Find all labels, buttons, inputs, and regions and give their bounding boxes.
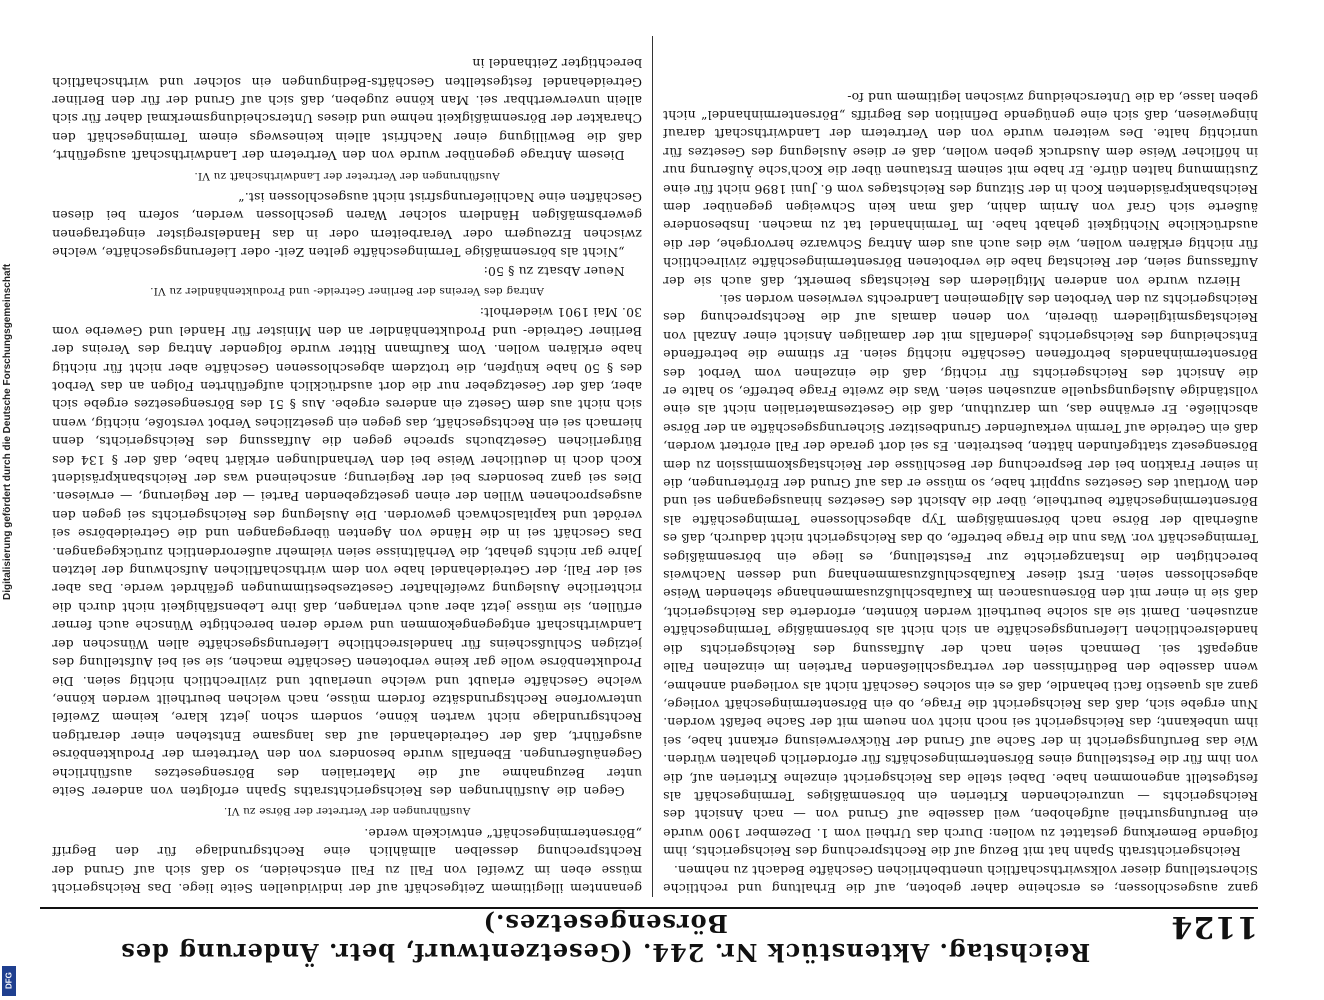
section-subhead: Antrag des Vereins der Berliner Getreide- und Produktenhändler zu VI. [150, 285, 544, 297]
paragraph: Diesem Antrage gegenüber wurde von den Vertretern der Landwirthschaft ausgeführt, daß die Bewilligung einer Nachfrist allein keineswegs einem Termingeschäft den Charakter der Börsenmäßigkeit nehme und dieses Unterscheidungsmerkmal daher für sich allein unverwerthbar sei. Man könne zugeben, daß sich auf Grund der für den Berliner Getreidehandel festgestellten Geschäfts-Bedingungen ein solcher und wirthschaftlich berechtigter Zeithandel in [52, 56, 642, 164]
credit-text: Digitalisierung gefördert durch die Deutsche Forschungsgemeinschaft [2, 263, 13, 600]
paragraph: ganz ausgeschlossen; es erscheine daher geboten, auf die Erhaltung und rechtliche Sicherstellung dieser volkswirthschaftlich unentbehrlichen Geschäfte Bedacht zu nehmen. [663, 862, 1258, 896]
document-page [30, 28, 1280, 967]
digitization-credit [0, 0, 18, 1000]
section-subhead: Ausführungen der Vertreter der Landwirthschaft zu VI. [194, 169, 500, 182]
paragraph: Reichsgerichtsrath Spahn hat mit Bezug auf die Rechtsprechung des Reichsgerichts, ihm folgende Bemerkung gestattet zu wollen: Durch das Urtheil vom 1. Dezember 1900 wurde ein Berufungsurtheil aufgehoben, weil dasselbe auf Grund von — nach Ansicht des Reichsgerichts — unzureichenden Kriterien ein börsenmäßiges Termingeschäft als festgestellt angenommen habe. Dabei stelle das Reichsgericht einzelne Kriterien auf, die von ihm für die Feststellung eines Börsentermingeschäfts für erforderlich gehalten würden. Wie das Berufungsgericht in der Sache auf Grund der Rückverweisung erkannt habe, sei ihm unbekannt; das Reichsgericht sei noch nicht von neuem mit der Sache befaßt worden. Nun ergebe sich, daß das Reichsgericht die Frage, ob ein Börsentermingeschäft vorliege, ganz als quaestio facti behandle, daß es ein solches Geschäft nicht als vorliegend annehme, wenn dasselbe den Bedürfnissen der vertragschließenden Parteien im einzelnen Falle angepaßt sei. Demnach seien nach der Auffassung des Reichsgerichts die handelsrechtlichen Lieferungsgeschäfte an sich nicht als börsenmäßige Termingeschäfte anzusehen. Damit sie als solche beurtheilt werden könnten, erforderte das Reichsgericht, daß sie in einer mit den Börsenusancen im Kaufabschlußzusammenhange stehenden Weise abgeschlossen seien. Erst dieser Kaufabschlußzusammenhang und dessen Nachweis berechtigten die Instanzgerichte zur Feststellung, es liege ein börsenmäßiges Termingeschäft vor. Was nun die Frage betreffe, ob das Reichsgericht nicht dadurch, daß es außerhalb der Börse nach börsenmäßigem Typ abgeschlossene Termingeschäfte als Börsentermingeschäfte beurtheile, über die Absicht des Gesetzes hinausgegangen sei und den Wortlaut des Gesetzes supplirt habe, so müsse er das auf Grund der Erörterungen, die in seiner Fraktion bei der Besprechung der Beschlüsse der Reichstagskommission zu dem Börsengesetz stattgefunden hätten, bestreiten. Es sei dort gerade der Fall erörtert worden, daß ein Getreide auf Termin verkaufender Grundbesitzer Sicherungsgeschäfte an der Börse abschließe. Er erwähne das, um darzuthun, daß die Gesetzesmaterialien nicht als eine vollständige Auslegungsquelle anzusehen seien. Was die zweite Frage betreffe, so halte er die Ansicht des Reichsgerichts für richtig, daß die einzelnen vom Verbot des Börsenterminhandels betroffenen Geschäfte nichtig seien. Er stimme die betreffende Entscheidung des Reichsgerichts jedenfalls mit der damaligen Ansicht einer Anzahl von Reichstagsmitgliedern überein, von denen damals auf die Rechtsprechung des Reichsgerichts zu den Verboten des Allgemeinen Landrechts verwiesen worden sei. [663, 292, 1258, 860]
dfg-logo: DFG [2, 966, 16, 996]
paragraph: Gegen die Ausführungen des Reichsgerichtsraths Spahn erfolgten von anderer Seite unter Bezugnahme auf die Materialien des Börsengesetzes ausführliche Gegenäußerungen. Ebenfalls wurde besonders von den Vertretern der Produktenbörse ausgeführt, daß der Getreidehandel auf das langsame Entstehen einer derartigen Rechtsgrundlage nicht warten könne, sondern schon jetzt klare, keinem Zweifel unterworfene Rechtsgrundsätze fordern müsse, nach welchen beurtheilt werden könne, welche Geschäfte erlaubt und welche unerlaubt und zivilrechtlich nichtig seien. Die Produktenbörse wolle gar keine verbotenen Geschäfte machen, sie sei bei Aufstellung des jetzigen Schlußscheins für handelsrechtliche Lieferungsgeschäfte allen Wünschen der Landwirthschaft entgegengekommen und werde deren berechtigte Wünsche auch ferner erfüllen, sie müsse jetzt aber auch verlangen, daß ihre Lebensfähigkeit nicht durch die richterliche Auslegung zweifelhafter Gesetzesbestimmungen gefährdet werde. Das aber sei der Fall; der Getreidehandel habe von dem wirthschaftlichen Aufschwung der letzten Jahre gar nichts gehabt, die Verhältnisse seien vielmehr außerordentlich zurückgegangen. Das Geschäft sei in die Hände von Agenten übergegangen und die Getreidebörse sei verödet und kapitalschwach geworden. Die Auslegung des Reichsgerichts sei gegen den ausgesprochenen Willen der einen gesetzgebenden Partei — der Regierung, — erwiesen. Dies sei ganz besonders bei der Regierung; anscheinend was der Reichsbankpräsident Koch doch in deutlicher Weise bei den Verhandlungen erklärt habe, daß der § 134 des Bürgerlichen Gesetzbuchs spreche gegen die Auffassung des Reichsgerichts, denn hiernach sei ein Rechtsgeschäft, das gegen ein gesetzliches Verbot verstoße, nichtig, wenn sich nicht aus dem Gesetz ein anderes ergebe. Aus § 51 des Börsengesetzes ergebe sich aber, daß der Gesetzgeber nur die dort ausdrücklich aufgeführten Folgen an das Verbot des § 50 habe knüpfen, die trotzdem abgeschlossenen Geschäfte aber nicht für nichtig habe erklären wollen. Vom Kaufmann Ritter wurde folgender Antrag des Vereins der Berliner Getreide- und Produktenhändler an den Minister für Handel und Gewerbe vom 30. Mai 1901 wiederholt: [52, 305, 642, 799]
quoted-motion: „Nicht als börsenmäßige Termingeschäfte gelten Zeit- oder Lieferungsgeschäfte, welche zwischen Erzeugern oder Verarbeitern oder in das Handelsregister eingetragenen gewerbsmäßigen Händlern solcher Waren geschlossen werden, sofern bei diesen Geschäften eine Nachlieferungsfrist nicht ausgeschlossen ist.“ [52, 189, 642, 261]
page-number: 1124 [1170, 909, 1258, 944]
text-column-right [52, 36, 642, 897]
paragraph: genanntem illegitimem Zeitgeschäft auf der individuellen Seite liege. Das Reichsgericht müsse eben im Zweifel von Fall zu Fall entscheiden, so daß sich auf Grund der Rechtsprechung desselben allmählich eine Rechtsgrundlage für den Begriff „Börsentermingeschäft“ entwickeln werde. [52, 825, 642, 896]
section-subhead: Ausführungen der Vertreter der Börse zu VI. [223, 805, 471, 818]
paragraph: Hierzu wurde von anderen Mitgliedern des Reichstags bemerkt, daß auch sie der Auffassung seien, der Reichstag habe die verbotenen Börsentermingeschäfte zivilrechtlich für nichtig erklären wollen, wie dies auch aus dem Antrag Schwarze hervorgehe, der die ausdrückliche Nichtigkeit gehabt habe. Im Terminhandel tat zu machen. Insbesondere äußerte sich Graf von Arnim dahin, daß man kein Schweigen gegenüber dem Reichsbankpräsidenten Koch in der Sitzung des Reichstages vom 6. Juni 1896 nicht für eine Zustimmung halten dürfe. Er habe mit seinem Erstaunen über die Koch'sche Äußerung nur in höflicher Weise dem Ausdruck geben wollen, daß er diese Auslegung des Gesetzes für unrichtig halte. Des weiteren wurde von den Vertretern der Landwirthschaft darauf hingewiesen, daß sich eine genügende Definition des Begriffs „Börsenterminhandel“ nicht geben lasse, da die Unterscheidung zwischen legitimem und fo- [663, 89, 1258, 289]
text-column-left [663, 36, 1258, 897]
column-divider [652, 36, 653, 897]
running-title: Reichstag. Aktenstück Nr. 244. (Gesetzentwurf, betr. Änderung des Börsengesetzes.) [120, 909, 1091, 967]
amendment-line: Neuer Absatz zu § 50: [483, 263, 625, 279]
running-head [40, 907, 1258, 967]
